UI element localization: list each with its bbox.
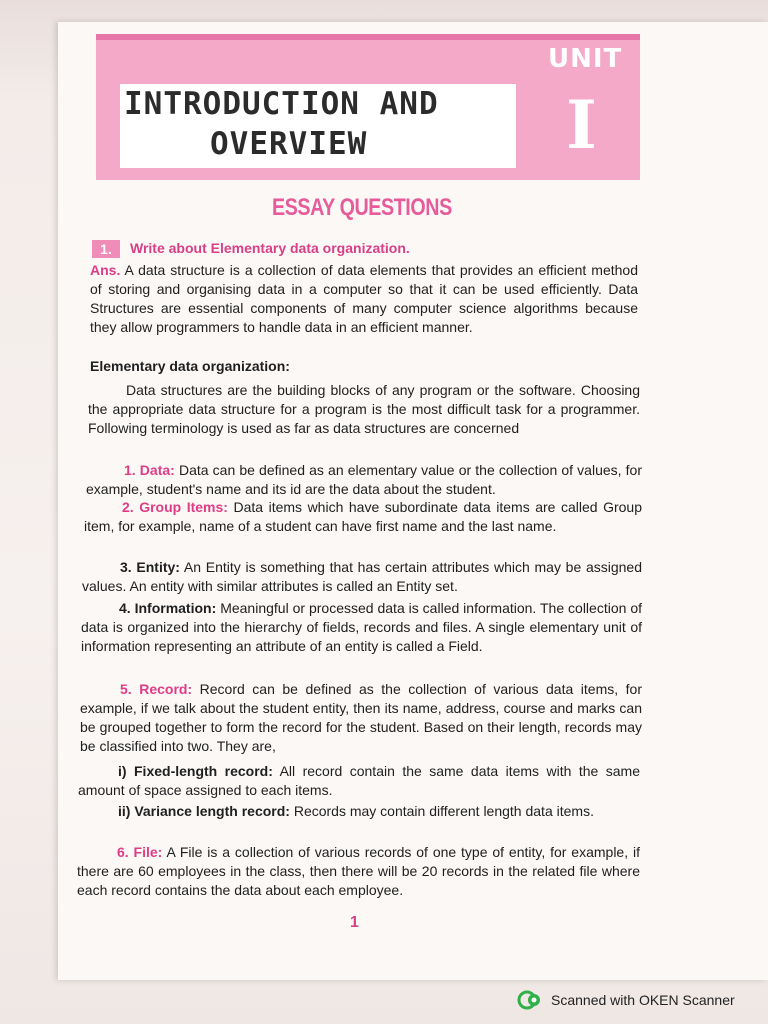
item-information xyxy=(81,599,642,656)
item-group-items xyxy=(84,498,642,536)
item-file xyxy=(77,843,640,900)
item-text: Record can be defined as the collection of various data items, for example, if we talk about the student entity, then its name, address, course and marks can be grouped together to form the record for the student. Based on their length, records may be classified into two. They are, xyxy=(80,681,642,754)
item-label: 2. Group Items: xyxy=(122,499,228,515)
item-text: An Entity is something that has certain attributes which may be assigned values. An entity with similar attributes is called an Entity set. xyxy=(82,559,643,594)
item-text: A File is a collection of various records of one type of entity, for example, if there are 60 employees in the class, then there will be 20 records in the related file where each record contains the data about each employee. xyxy=(77,844,640,898)
intro-paragraph: Data structures are the building blocks of any program or the software. Choosing the appropriate data structure for a program is the most difficult task for a programmer. Following terminology is used as far as data structures are concerned xyxy=(88,382,640,436)
answer-label: Ans. xyxy=(90,262,121,278)
question-text: Write about Elementary data organization. xyxy=(130,240,410,256)
answer-text: A data structure is a collection of data elements that provides an efficient method of storing and organising data in a computer so that it can be used efficiently. Data Structures are essential components of many computer science algorithms because they allow programmers to handle data in an efficient manner. xyxy=(90,262,638,335)
page-number: 1 xyxy=(350,914,359,931)
unit-label: UNIT xyxy=(548,44,623,74)
subheading: Elementary data organization: xyxy=(90,358,290,374)
item-label: i) Fixed-length record: xyxy=(118,763,273,779)
item-label: ii) Variance length record: xyxy=(118,803,290,819)
item-label: 1. Data: xyxy=(124,462,175,478)
item-label: 3. Entity: xyxy=(120,559,180,575)
item-fixed-length-record xyxy=(78,762,640,800)
item-text: Data items which have subordinate data items are called Group item, for example, name of a student can have first name and the last name. xyxy=(84,499,643,534)
oken-scanner-logo-icon xyxy=(517,990,543,1010)
scanner-text: Scanned with OKEN Scanner xyxy=(551,992,735,1008)
item-data xyxy=(86,461,642,499)
item-entity xyxy=(82,558,642,596)
item-label: 4. Information: xyxy=(119,600,217,616)
question-number: 1. xyxy=(92,240,120,258)
title-line-1: INTRODUCTION AND xyxy=(124,86,439,122)
item-text: Meaningful or processed data is called information. The collection of data is organized into the hierarchy of fields, records and files. A single elementary unit of information representing an attribute of an entity is called a Field. xyxy=(81,600,642,654)
scanner-watermark xyxy=(517,990,735,1010)
item-record xyxy=(80,680,642,756)
title-line-2: OVERVIEW xyxy=(210,126,368,162)
unit-number: I xyxy=(566,86,597,164)
item-label: 6. File: xyxy=(117,844,163,860)
item-label: 5. Record: xyxy=(120,681,193,697)
item-text: All record contain the same data items with the same amount of space assigned to each items. xyxy=(78,763,640,798)
answer-paragraph xyxy=(90,261,638,337)
item-variance-length-record xyxy=(78,802,640,821)
section-heading: ESSAY QUESTIONS xyxy=(272,194,452,221)
item-text: Records may contain different length data items. xyxy=(293,803,594,819)
item-text: Data can be defined as an elementary value or the collection of values, for example, student's name and its id are the data about the student. xyxy=(86,462,642,497)
